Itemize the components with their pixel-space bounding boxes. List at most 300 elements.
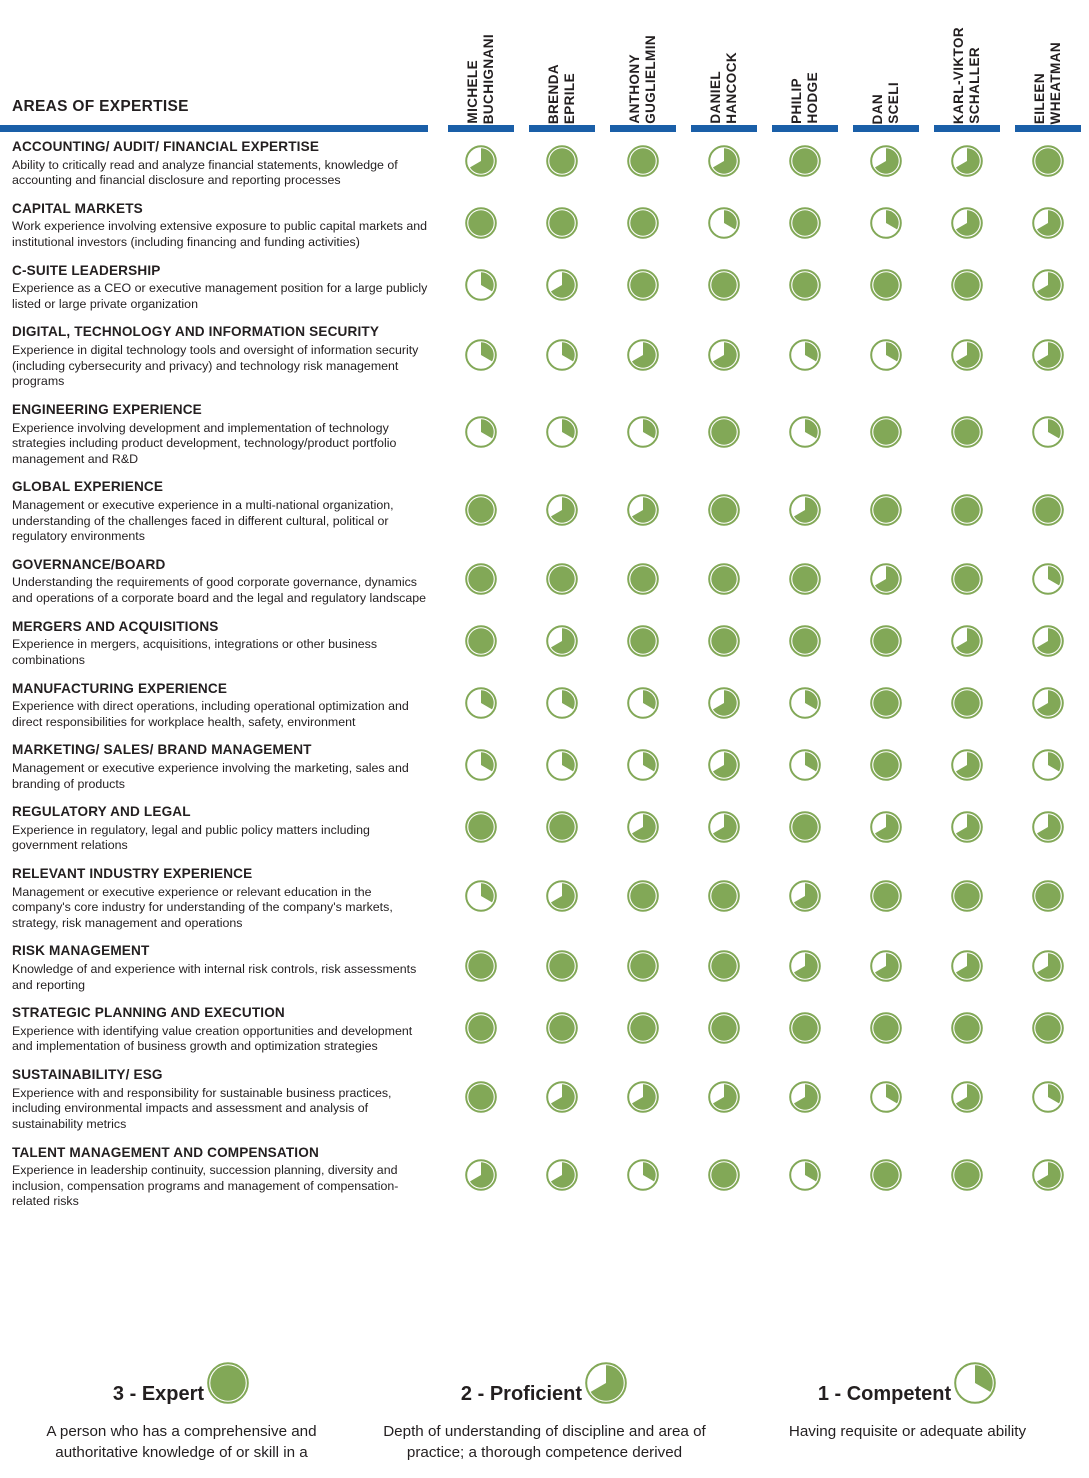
blue-rule xyxy=(691,125,757,132)
rating-cell xyxy=(684,473,765,550)
skill-title: GLOBAL EXPERIENCE xyxy=(12,479,164,495)
rating-cell xyxy=(1008,675,1089,737)
rating-cell xyxy=(846,613,927,675)
rating-pie-icon xyxy=(464,268,498,302)
person-surname: EPRILE xyxy=(561,72,577,124)
rating-cell xyxy=(521,257,602,319)
rating-cell xyxy=(1008,318,1089,395)
legend-pie-icon xyxy=(584,1361,628,1411)
rating-pie-icon xyxy=(1031,810,1065,844)
skill-cell xyxy=(0,133,440,195)
rating-pie-icon xyxy=(950,686,984,720)
rating-cell xyxy=(684,675,765,737)
rating-pie-icon xyxy=(869,562,903,596)
person-name-wrap xyxy=(684,8,765,124)
rating-cell xyxy=(846,473,927,550)
rating-cell xyxy=(440,860,521,937)
table-row xyxy=(0,860,1089,937)
rating-cell xyxy=(603,798,684,860)
rating-pie-icon xyxy=(707,748,741,782)
rating-cell xyxy=(846,195,927,257)
rating-pie-icon xyxy=(464,1011,498,1045)
person-name-wrap xyxy=(440,8,521,124)
skill-title: ENGINEERING EXPERIENCE xyxy=(12,401,202,417)
rating-pie-icon xyxy=(950,144,984,178)
rating-pie-icon xyxy=(545,338,579,372)
rating-cell xyxy=(603,133,684,195)
person-name-wrap xyxy=(603,8,684,124)
table-row xyxy=(0,1139,1089,1216)
table-row xyxy=(0,133,1089,195)
rating-cell xyxy=(603,736,684,798)
rating-pie-icon xyxy=(464,1080,498,1114)
skill-description: Experience in regulatory, legal and public policy matters including government relations xyxy=(12,822,370,853)
rating-pie-icon xyxy=(1031,268,1065,302)
rating-pie-icon xyxy=(869,1080,903,1114)
rating-pie-icon xyxy=(626,1011,660,1045)
person-name: DAN xyxy=(870,93,886,124)
rating-pie-icon xyxy=(788,949,822,983)
table-row xyxy=(0,675,1089,737)
rating-pie-icon xyxy=(626,493,660,527)
rule-person-col xyxy=(684,124,765,133)
rating-cell xyxy=(765,133,846,195)
rating-cell xyxy=(603,195,684,257)
rating-pie-icon xyxy=(545,415,579,449)
rating-pie-icon xyxy=(788,748,822,782)
rating-cell xyxy=(846,736,927,798)
rating-pie-icon xyxy=(869,1011,903,1045)
rating-cell xyxy=(927,736,1008,798)
rating-cell xyxy=(440,318,521,395)
rating-cell xyxy=(440,613,521,675)
person-surname: HANCOCK xyxy=(724,52,740,124)
rating-cell xyxy=(521,1139,602,1216)
rating-pie-icon xyxy=(950,879,984,913)
legend-description: Having requisite or adequate ability xyxy=(788,1423,1027,1440)
rating-cell xyxy=(1008,473,1089,550)
skill-cell xyxy=(0,1139,440,1216)
rating-cell xyxy=(440,473,521,550)
rating-pie-icon xyxy=(1031,1080,1065,1114)
rating-pie-icon xyxy=(1031,624,1065,658)
skill-title: DIGITAL, TECHNOLOGY AND INFORMATION SECURITY xyxy=(12,324,380,340)
rating-cell xyxy=(1008,133,1089,195)
table-row xyxy=(0,318,1089,395)
skill-cell xyxy=(0,551,440,613)
rating-cell xyxy=(603,999,684,1061)
rating-cell xyxy=(521,551,602,613)
skill-description: Experience involving development and implementation of technology strategies including product development, technology/product portfolio management and R&D xyxy=(12,420,397,466)
rating-cell xyxy=(765,257,846,319)
rating-cell xyxy=(603,1139,684,1216)
rating-cell xyxy=(846,999,927,1061)
rating-pie-icon xyxy=(464,686,498,720)
person-name: DANIEL xyxy=(708,71,724,124)
rating-cell xyxy=(765,473,846,550)
person-name: KARL-VIKTOR xyxy=(951,26,967,124)
rating-cell xyxy=(440,133,521,195)
rating-pie-icon xyxy=(869,748,903,782)
rating-pie-icon xyxy=(950,810,984,844)
skill-cell xyxy=(0,473,440,550)
matrix-body xyxy=(0,124,1089,1216)
rating-pie-icon xyxy=(626,879,660,913)
skill-cell xyxy=(0,798,440,860)
rating-cell xyxy=(440,195,521,257)
rating-pie-icon xyxy=(464,493,498,527)
skill-description: Understanding the requirements of good corporate governance, dynamics and operations of a corporate board and the legal and regulatory landscape xyxy=(12,575,427,606)
table-row xyxy=(0,473,1089,550)
rating-cell xyxy=(1008,860,1089,937)
person-name-wrap xyxy=(1008,8,1089,124)
rating-cell xyxy=(684,133,765,195)
rating-pie-icon xyxy=(545,748,579,782)
column-header-person xyxy=(927,0,1008,124)
rating-cell xyxy=(521,318,602,395)
rating-cell xyxy=(440,999,521,1061)
rating-pie-icon xyxy=(950,562,984,596)
column-header-person xyxy=(684,0,765,124)
skill-cell xyxy=(0,195,440,257)
rating-cell xyxy=(440,937,521,999)
rating-cell xyxy=(603,473,684,550)
rating-pie-icon xyxy=(707,1158,741,1192)
page-title: AREAS OF EXPERTISE xyxy=(12,98,189,115)
rating-pie-icon xyxy=(869,493,903,527)
legend-item xyxy=(726,1366,1089,1443)
header-rule-row xyxy=(0,124,1089,133)
skill-cell xyxy=(0,937,440,999)
rating-pie-icon xyxy=(1031,879,1065,913)
rating-pie-icon xyxy=(788,810,822,844)
person-name: PHILIP xyxy=(789,78,805,124)
rating-pie-icon xyxy=(869,949,903,983)
rating-pie-icon xyxy=(707,949,741,983)
rating-pie-icon xyxy=(545,1080,579,1114)
skill-cell xyxy=(0,613,440,675)
rating-pie-icon xyxy=(788,879,822,913)
skill-description: Experience in mergers, acquisitions, integrations or other business combinations xyxy=(12,637,378,667)
rating-pie-icon xyxy=(869,144,903,178)
rating-cell xyxy=(1008,937,1089,999)
person-name: ANTHONY xyxy=(627,54,643,124)
rating-pie-icon xyxy=(788,562,822,596)
rating-cell xyxy=(765,1139,846,1216)
rating-pie-icon xyxy=(869,810,903,844)
legend-head xyxy=(726,1366,1089,1422)
rating-cell xyxy=(521,613,602,675)
rating-pie-icon xyxy=(707,810,741,844)
rating-cell xyxy=(684,551,765,613)
rating-cell xyxy=(927,675,1008,737)
column-header-person xyxy=(846,0,927,124)
table-row xyxy=(0,736,1089,798)
table-row xyxy=(0,937,1089,999)
rating-pie-icon xyxy=(950,624,984,658)
rating-pie-icon xyxy=(545,144,579,178)
rating-cell xyxy=(765,1061,846,1138)
blue-rule xyxy=(934,125,1000,132)
rating-cell xyxy=(440,551,521,613)
rating-pie-icon xyxy=(869,686,903,720)
rating-cell xyxy=(521,473,602,550)
rating-pie-icon xyxy=(545,1158,579,1192)
rating-pie-icon xyxy=(1031,562,1065,596)
rating-pie-icon xyxy=(788,624,822,658)
rating-cell xyxy=(1008,257,1089,319)
skill-cell xyxy=(0,1061,440,1138)
rating-pie-icon xyxy=(707,624,741,658)
rating-cell xyxy=(603,937,684,999)
rating-cell xyxy=(440,798,521,860)
rating-cell xyxy=(765,675,846,737)
rating-pie-icon xyxy=(1031,206,1065,240)
skill-title: TALENT MANAGEMENT AND COMPENSATION xyxy=(12,1144,319,1160)
rating-cell xyxy=(1008,798,1089,860)
rating-pie-icon xyxy=(1031,144,1065,178)
rating-pie-icon xyxy=(950,748,984,782)
rating-cell xyxy=(1008,999,1089,1061)
skill-description: Experience with and responsibility for sustainable business practices, including environmental impacts and assessment and analysis of sustainability metrics xyxy=(12,1085,392,1131)
rating-pie-icon xyxy=(626,562,660,596)
rating-cell xyxy=(927,613,1008,675)
skill-description: Management or executive experience in a multi-national organization, understanding of the challenges faced in different cultural, political or regulatory environments xyxy=(12,497,394,544)
rating-cell xyxy=(521,396,602,473)
rating-cell xyxy=(521,798,602,860)
skill-cell xyxy=(0,396,440,473)
rating-cell xyxy=(684,999,765,1061)
rating-pie-icon xyxy=(464,338,498,372)
rating-pie-icon xyxy=(1031,1158,1065,1192)
rating-cell xyxy=(846,675,927,737)
rating-pie-icon xyxy=(950,268,984,302)
skill-title: MERGERS AND ACQUISITIONS xyxy=(12,618,219,634)
rating-pie-icon xyxy=(1031,686,1065,720)
rating-cell xyxy=(846,860,927,937)
rating-cell xyxy=(1008,396,1089,473)
rating-pie-icon xyxy=(869,206,903,240)
rating-pie-icon xyxy=(950,1080,984,1114)
rating-pie-icon xyxy=(788,206,822,240)
rating-pie-icon xyxy=(545,493,579,527)
rating-pie-icon xyxy=(464,810,498,844)
rating-pie-icon xyxy=(950,206,984,240)
rating-pie-icon xyxy=(626,206,660,240)
rule-person-col xyxy=(521,124,602,133)
rating-pie-icon xyxy=(950,338,984,372)
rating-pie-icon xyxy=(869,338,903,372)
rating-cell xyxy=(846,798,927,860)
rating-pie-icon xyxy=(464,949,498,983)
rating-cell xyxy=(1008,1061,1089,1138)
rating-pie-icon xyxy=(626,1080,660,1114)
rating-pie-icon xyxy=(707,1011,741,1045)
rating-pie-icon xyxy=(950,949,984,983)
rating-pie-icon xyxy=(545,810,579,844)
column-header-person xyxy=(1008,0,1089,124)
rating-pie-icon xyxy=(626,748,660,782)
rating-cell xyxy=(440,1061,521,1138)
skill-title: MANUFACTURING EXPERIENCE xyxy=(12,680,228,696)
table-row xyxy=(0,257,1089,319)
rating-cell xyxy=(684,1139,765,1216)
rating-pie-icon xyxy=(950,415,984,449)
rating-cell xyxy=(1008,551,1089,613)
rule-person-col xyxy=(603,124,684,133)
skill-description: Experience as a CEO or executive management position for a large publicly listed or large private organization xyxy=(12,281,428,311)
skill-description: Experience in leadership continuity, succession planning, diversity and inclusion, compensation programs and management of compensation-related risks xyxy=(12,1163,399,1209)
rule-person-col xyxy=(440,124,521,133)
legend-item xyxy=(363,1366,726,1464)
skill-cell xyxy=(0,257,440,319)
rating-cell xyxy=(846,396,927,473)
rating-pie-icon xyxy=(707,686,741,720)
rating-pie-icon xyxy=(1031,748,1065,782)
column-header-person xyxy=(440,0,521,124)
rating-cell xyxy=(603,613,684,675)
rating-cell xyxy=(765,736,846,798)
rating-pie-icon xyxy=(950,1158,984,1192)
rating-pie-icon xyxy=(788,1158,822,1192)
rating-pie-icon xyxy=(869,415,903,449)
rating-cell xyxy=(521,195,602,257)
rating-cell xyxy=(927,937,1008,999)
rating-pie-icon xyxy=(1031,1011,1065,1045)
rating-cell xyxy=(765,860,846,937)
rating-cell xyxy=(765,798,846,860)
skill-description: Experience with identifying value creation opportunities and development and implementation of business growth and optimization strategies xyxy=(12,1023,413,1054)
legend-pie-icon xyxy=(206,1361,250,1411)
rating-cell xyxy=(521,860,602,937)
rating-pie-icon xyxy=(464,879,498,913)
rating-cell xyxy=(521,736,602,798)
person-surname: SCELI xyxy=(886,82,902,124)
rating-pie-icon xyxy=(1031,493,1065,527)
rating-cell xyxy=(927,999,1008,1061)
rating-pie-icon xyxy=(707,562,741,596)
rating-pie-icon xyxy=(869,879,903,913)
rating-cell xyxy=(1008,1139,1089,1216)
skill-cell xyxy=(0,675,440,737)
header-row xyxy=(0,0,1089,124)
rating-cell xyxy=(927,860,1008,937)
rating-cell xyxy=(521,999,602,1061)
rating-cell xyxy=(684,396,765,473)
rating-pie-icon xyxy=(950,493,984,527)
rating-cell xyxy=(521,1061,602,1138)
rating-pie-icon xyxy=(788,493,822,527)
table-row xyxy=(0,798,1089,860)
legend-label: 1 - Competent xyxy=(817,1382,952,1405)
person-surname: WHEATMAN xyxy=(1048,41,1064,124)
rating-cell xyxy=(765,318,846,395)
skill-title: RELEVANT INDUSTRY EXPERIENCE xyxy=(12,865,253,881)
rating-cell xyxy=(440,257,521,319)
rating-pie-icon xyxy=(464,624,498,658)
rating-cell xyxy=(927,551,1008,613)
rule-skill-col xyxy=(0,124,440,133)
column-header-person xyxy=(521,0,602,124)
person-name: MICHELE xyxy=(465,60,480,124)
rating-cell xyxy=(765,999,846,1061)
rule-person-col xyxy=(765,124,846,133)
rating-pie-icon xyxy=(545,562,579,596)
rating-cell xyxy=(684,195,765,257)
skill-title: CAPITAL MARKETS xyxy=(12,200,143,216)
legend-item xyxy=(0,1366,363,1464)
legend-pie-icon xyxy=(953,1361,997,1411)
rating-cell xyxy=(603,257,684,319)
blue-rule xyxy=(448,125,514,132)
skill-cell xyxy=(0,318,440,395)
skill-title: RISK MANAGEMENT xyxy=(12,943,150,959)
person-surname: HODGE xyxy=(805,72,821,124)
legend-description: A person who has a comprehensive and authoritative knowledge of or skill in a xyxy=(46,1423,317,1461)
rating-pie-icon xyxy=(950,1011,984,1045)
rating-cell xyxy=(440,675,521,737)
rating-pie-icon xyxy=(464,144,498,178)
column-header-person xyxy=(765,0,846,124)
rating-pie-icon xyxy=(707,144,741,178)
rating-cell xyxy=(846,937,927,999)
rating-cell xyxy=(765,613,846,675)
rating-pie-icon xyxy=(626,949,660,983)
legend-label: 2 - Proficient xyxy=(460,1382,583,1405)
rating-cell xyxy=(440,1139,521,1216)
rating-cell xyxy=(603,396,684,473)
skill-title: SUSTAINABILITY/ ESG xyxy=(12,1067,163,1083)
rating-cell xyxy=(927,798,1008,860)
rating-cell xyxy=(927,396,1008,473)
table-row xyxy=(0,195,1089,257)
rating-cell xyxy=(765,195,846,257)
rating-cell xyxy=(927,1139,1008,1216)
rating-cell xyxy=(684,736,765,798)
rating-pie-icon xyxy=(545,949,579,983)
rating-cell xyxy=(927,195,1008,257)
rating-cell xyxy=(684,318,765,395)
rating-cell xyxy=(603,551,684,613)
rating-pie-icon xyxy=(626,810,660,844)
rating-cell xyxy=(684,860,765,937)
rating-cell xyxy=(927,1061,1008,1138)
column-header-person xyxy=(603,0,684,124)
rating-pie-icon xyxy=(1031,415,1065,449)
skill-description: Knowledge of and experience with internal risk controls, risk assessments and reporting xyxy=(12,962,417,992)
person-name-wrap xyxy=(765,8,846,124)
table-row xyxy=(0,999,1089,1061)
blue-rule xyxy=(610,125,676,132)
person-surname: GUGLIELMIN xyxy=(643,35,659,124)
rating-pie-icon xyxy=(869,624,903,658)
rating-pie-icon xyxy=(626,268,660,302)
rating-pie-icon xyxy=(707,338,741,372)
skill-description: Experience with direct operations, including operational optimization and direct responsibilities for workplace health, safety, environment xyxy=(12,699,409,729)
rule-person-col xyxy=(927,124,1008,133)
skill-title: ACCOUNTING/ AUDIT/ FINANCIAL EXPERTISE xyxy=(12,139,320,154)
skill-title: GOVERNANCE/BOARD xyxy=(12,556,166,572)
rating-pie-icon xyxy=(464,748,498,782)
person-surname: SCHALLER xyxy=(967,47,983,124)
rating-pie-icon xyxy=(464,562,498,596)
skill-description: Work experience involving extensive exposure to public capital markets and institutional investors (including financing and funding activities) xyxy=(12,219,428,250)
rating-cell xyxy=(927,473,1008,550)
rating-cell xyxy=(603,318,684,395)
rating-pie-icon xyxy=(788,415,822,449)
skill-cell xyxy=(0,860,440,937)
blue-rule xyxy=(772,125,838,132)
